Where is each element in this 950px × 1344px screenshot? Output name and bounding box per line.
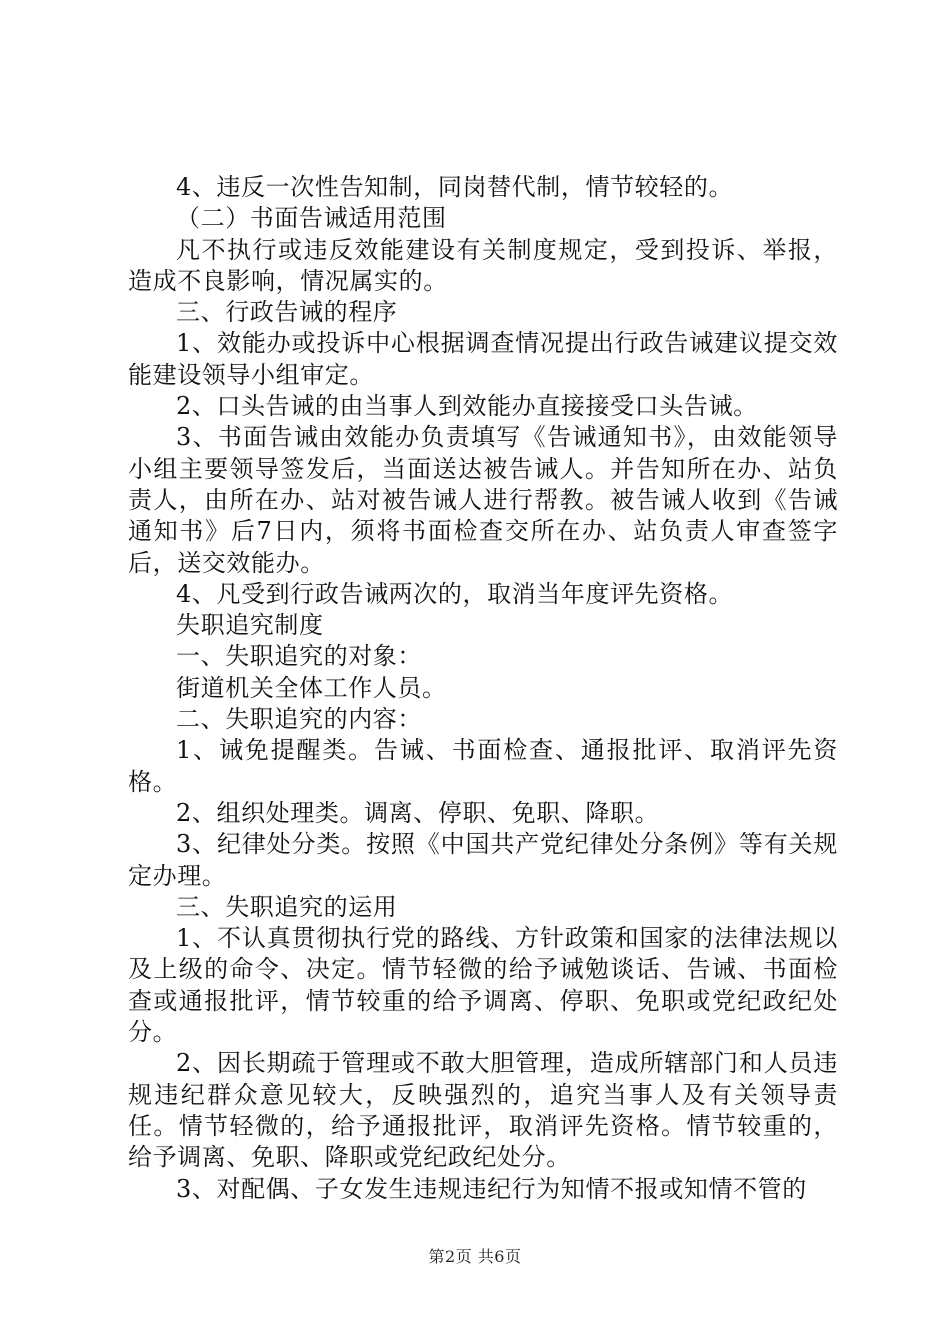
paragraph: 2、因长期疏于管理或不敢大胆管理，造成所辖部门和人员违规违纪群众意见较大，反映强烈的，追究当事人及有关领导责任。情节轻微的，给予通报批评，取消评先资格。情节较重的，给予调离、免职、降职或党纪政纪处分。 <box>128 1049 838 1172</box>
paragraph: 3、书面告诫由效能办负责填写《告诫通知书》，由效能领导小组主要领导签发后，当面送达被告诫人。并告知所在办、站负责人，由所在办、站对被告诫人进行帮教。被告诫人收到《告诫通知书》后7日内，须将书面检查交所在办、站负责人审查签字后，送交效能办。 <box>128 423 838 577</box>
paragraph: 4、违反一次性告知制，同岗替代制，情节较轻的。 <box>176 173 734 201</box>
section-heading: 二、失职追究的内容： <box>176 705 422 734</box>
section-heading: 三、失职追究的运用 <box>176 892 398 921</box>
page-number-footer: 第2页 共6页 <box>428 1247 522 1266</box>
paragraph: 1、不认真贯彻执行党的路线、方针政策和国家的法律法规以及上级的命令、决定。情节轻微的给予诫勉谈话、告诫、书面检查或通报批评，情节较重的给予调离、停职、免职或党纪政纪处分。 <box>128 924 838 1047</box>
paragraph: 2、口头告诫的由当事人到效能办直接接受口头告诫。 <box>176 392 758 421</box>
paragraph: 3、对配偶、子女发生违规违纪行为知情不报或知情不管的 <box>176 1174 807 1203</box>
paragraph: 4、凡受到行政告诫两次的，取消当年度评先资格。 <box>176 579 734 608</box>
document-body <box>128 172 838 1205</box>
section-heading: （二）书面告诫适用范围 <box>176 204 447 233</box>
paragraph: 2、组织处理类。调离、停职、免职、降职。 <box>176 798 660 827</box>
paragraph: 1、效能办或投诉中心根据调查情况提出行政告诫建议提交效能建设领导小组审定。 <box>128 329 838 389</box>
section-heading: 一、失职追究的对象： <box>176 642 422 671</box>
paragraph: 1、诫免提醒类。告诫、书面检查、通报批评、取消评先资格。 <box>128 736 838 796</box>
section-title: 失职追究制度 <box>176 611 324 640</box>
paragraph: 街道机关全体工作人员。 <box>176 673 447 702</box>
paragraph: 凡不执行或违反效能建设有关制度规定，受到投诉、举报，造成不良影响，情况属实的。 <box>128 235 838 295</box>
paragraph: 3、纪律处分类。按照《中国共产党纪律处分条例》等有关规定办理。 <box>128 830 838 890</box>
section-heading: 三、行政告诫的程序 <box>176 298 398 327</box>
